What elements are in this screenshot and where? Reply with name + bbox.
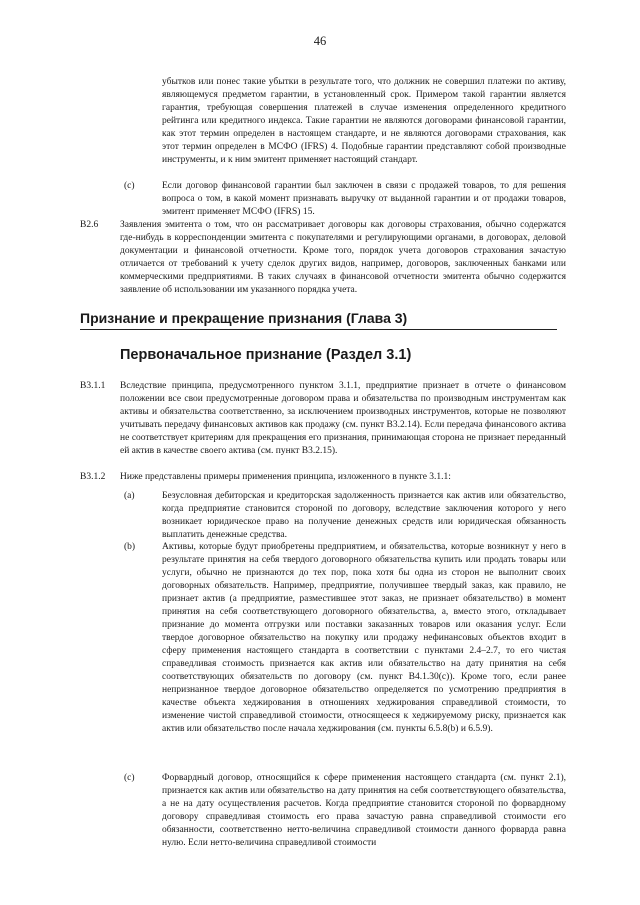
chapter-heading: Признание и прекращение признания (Глава 3): [80, 309, 557, 330]
item-label: (b): [124, 542, 136, 552]
continuation-text: убытков или понес такие убытки в результате того, что должник не совершил платежи по активу, являющемуся предметом гарантии, в установленный срок. Примером такой гарантии является гарантия, требующая совершения платежей в случае изменения определенного кредитного рейтинга или кредитного индекса. Такие гарантии не являются договорами финансовой гарантии, как этот термин определен в настоящем стандарте, и не являются договорами страхования, как этот термин определен в МСФО (IFRS) 4. Подобные гарантии представляют собой производные инструменты, и к ним эмитент применяет настоящий стандарт.: [162, 77, 566, 165]
item-label: (c): [124, 773, 135, 783]
item-text: Форвардный договор, относящийся к сфере применения настоящего стандарта (см. пункт 2.1), признается как актив или обязательство на дату принятия на себя соответствующего обязательства, а не на дату осуществления расчетов. Когда предприятие становится стороной по форвардному договору справедливая стоимость его права зачастую равна справедливой стоимости его обязанности, соответственно нетто-величина справедливой стоимости данного форварда равна нулю. Если нетто-величина справедливой стоимости: [162, 773, 566, 848]
continuation-paragraph: [162, 76, 566, 167]
item-text: Активы, которые будут приобретены предприятием, и обязательства, которые возникнут у него в результате принятия на себя твердого договорного обязательства купить или продать товары или услуги, обычно не признаются до тех пор, пока хотя бы одна из сторон не выполнит своих договорных обязательств. Например, предприятие, получившее твердый заказ, как правило, не признает актив (а предприятие, разместившее этот заказ, не признает обязательство) в момент принятия на себя соответствующего договорного обязательства, а, вместо этого, откладывает признание до момента отгрузки или поставки заказанных товаров или оказания услуг. Если твердое договорное обязательство на покупку или продажу нефинансовых объектов входит в сферу применения настоящего стандарта в соответствии с пунктами 2.4–2.7, то его чистая справедливая стоимость признается как актив или обязательство на дату принятия на себя соответствующих обязательств по договору (см. пункт B4.1.30(c)). Кроме того, если ранее непризнанное твердое договорное обязательство определяется по усмотрению предприятия в качестве объекта хеджирования в отношениях хеджирования справедливой стоимости, то изменение чистой справедливой стоимости, относящееся к хеджируемому риску, признается как актив или обязательство после начала хеджирования (см. пункты 6.5.8(b) и 6.5.9).: [162, 542, 566, 734]
paragraph-number: B3.1.1: [80, 381, 106, 391]
paragraph-number: B2.6: [80, 220, 99, 230]
item-text: Безусловная дебиторская и кредиторская задолженность признается как актив или обязательство, когда предприятие становится стороной по договору, вследствие заключения которого у него возникает юридическое право на получение денежных средств или юридическая обязанность выплатить денежные средства.: [162, 491, 566, 540]
paragraph-intro: Ниже представлены примеры применения принципа, изложенного в пункте 3.1.1:: [120, 472, 451, 482]
paragraph-text: Заявления эмитента о том, что он рассматривает договоры как договоры страхования, обычно содержатся где-нибудь в корреспонденции эмитента с покупателями и регулирующими органами, в договорах, деловой документации и финансовой отчетности. Кроме того, порядок учета договоров страхования зачастую отличается от требований к учету сделок других видов, например, договоров, заключенных банками или коммерческими предприятиями. В таких случаях в финансовой отчетности эмитента обычно содержится заявление об использовании им указанного порядка учета.: [120, 220, 566, 295]
item-label: (c): [124, 181, 135, 191]
item-label: (a): [124, 491, 135, 501]
item-text: Если договор финансовой гарантии был заключен в связи с продажей товаров, то для решения вопроса о том, в какой момент признавать выручку от выданной гарантии и от продажи товаров, эмитент применяет МСФО (IFRS) 15.: [162, 181, 566, 217]
paragraph-text: Вследствие принципа, предусмотренного пунктом 3.1.1, предприятие признает в отчете о финансовом положении все свои предусмотренные договором права и обязательства по производным инструментам как активы и обязательства соответственно, за исключением производных инструментов, которые не позволяют учитывать передачу финансовых активов как продажу (см. пункт B3.2.14). Если передача финансового актива не соответствует критериям для прекращения его признания, принимающая сторона не признает переданный ей актив в качестве своего актива (см. пункт B3.2.15).: [120, 381, 566, 456]
paragraph-number: B3.1.2: [80, 472, 106, 482]
page-number: 46: [313, 34, 327, 48]
section-heading: Первоначальное признание (Раздел 3.1): [120, 347, 412, 363]
